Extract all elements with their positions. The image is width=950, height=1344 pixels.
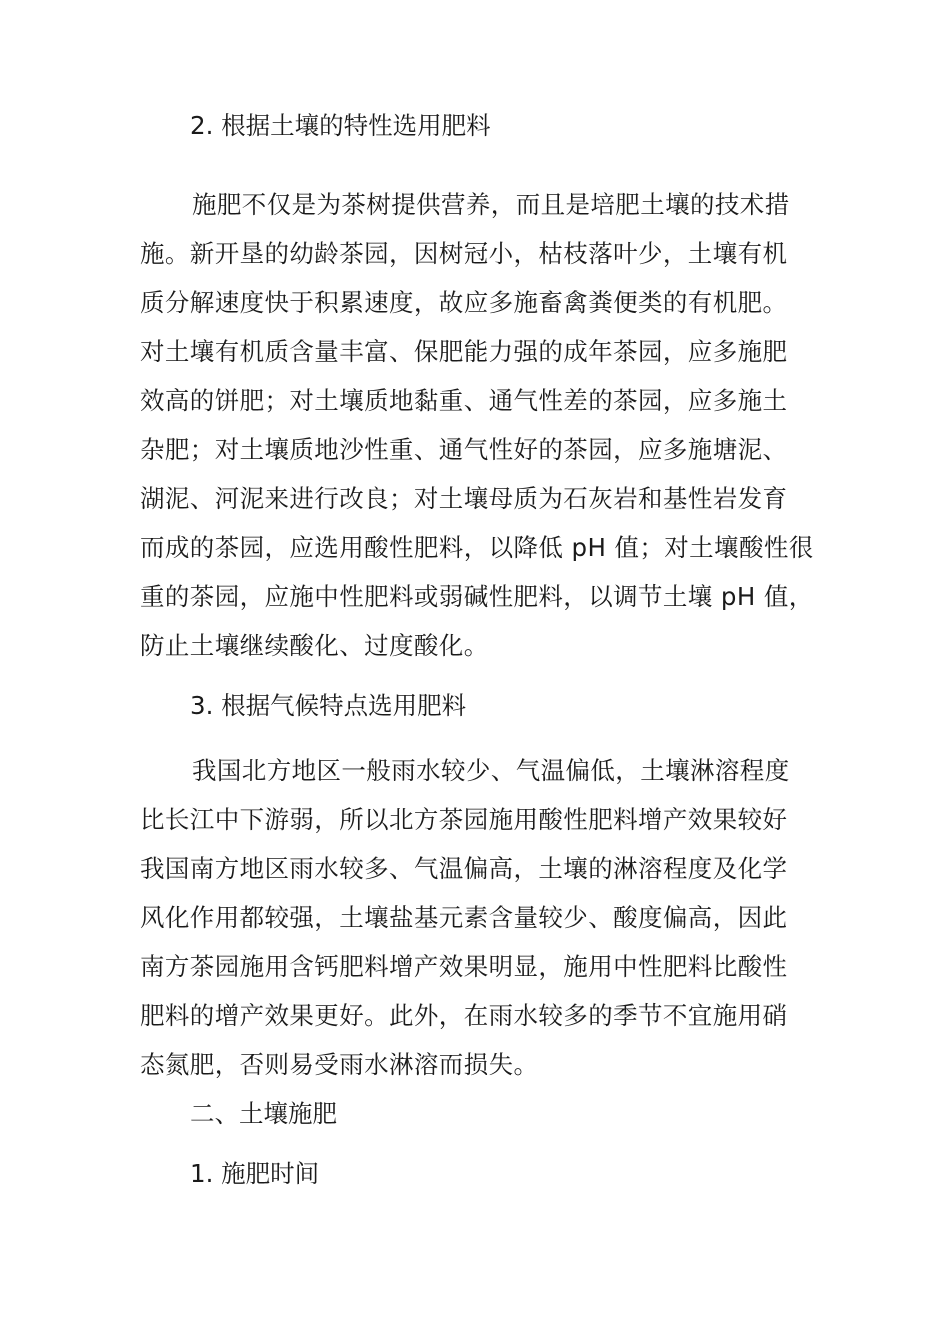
paragraph-line: 比长江中下游弱，所以北方茶园施用酸性肥料增产效果较好 — [140, 805, 788, 834]
paragraph-soil — [140, 180, 830, 670]
section-heading-fertilization-time: 1. 施肥时间 — [190, 1159, 320, 1188]
paragraph-climate — [140, 746, 830, 1089]
paragraph-line: 杂肥；对土壤质地沙性重、通气性好的茶园，应多施塘泥、 — [140, 435, 788, 464]
paragraph-line: 效高的饼肥；对土壤质地黏重、通气性差的茶园，应多施土 — [140, 386, 788, 415]
paragraph-line: 质分解速度快于积累速度，故应多施畜禽粪便类的有机肥。 — [140, 288, 788, 317]
paragraph-line: 而成的茶园，应选用酸性肥料，以降低 pH 值；对土壤酸性很 — [140, 533, 814, 562]
paragraph-line: 南方茶园施用含钙肥料增产效果明显，施用中性肥料比酸性 — [140, 952, 788, 981]
paragraph-line: 湖泥、河泥来进行改良；对土壤母质为石灰岩和基性岩发育 — [140, 484, 788, 513]
paragraph-line: 对土壤有机质含量丰富、保肥能力强的成年茶园，应多施肥 — [140, 337, 788, 366]
paragraph-line: 重的茶园，应施中性肥料或弱碱性肥料，以调节土壤 pH 值， — [140, 582, 814, 611]
paragraph-line: 我国北方地区一般雨水较少、气温偏低，土壤淋溶程度 — [192, 756, 790, 785]
section-heading-climate: 3. 根据气候特点选用肥料 — [190, 691, 467, 720]
paragraph-line: 态氮肥，否则易受雨水淋溶而损失。 — [140, 1050, 539, 1079]
paragraph-line: 风化作用都较强，土壤盐基元素含量较少、酸度偏高，因此 — [140, 903, 788, 932]
section-heading-soil: 2. 根据土壤的特性选用肥料 — [190, 111, 491, 140]
section-heading-soil-fertilization: 二、土壤施肥 — [190, 1099, 337, 1128]
paragraph-line: 肥料的增产效果更好。此外，在雨水较多的季节不宜施用硝 — [140, 1001, 788, 1030]
paragraph-line: 防止土壤继续酸化、过度酸化。 — [140, 631, 489, 660]
paragraph-line: 施。新开垦的幼龄茶园，因树冠小，枯枝落叶少，土壤有机 — [140, 239, 788, 268]
paragraph-line: 我国南方地区雨水较多、气温偏高，土壤的淋溶程度及化学 — [140, 854, 788, 883]
paragraph-line: 施肥不仅是为茶树提供营养，而且是培肥土壤的技术措 — [192, 190, 790, 219]
